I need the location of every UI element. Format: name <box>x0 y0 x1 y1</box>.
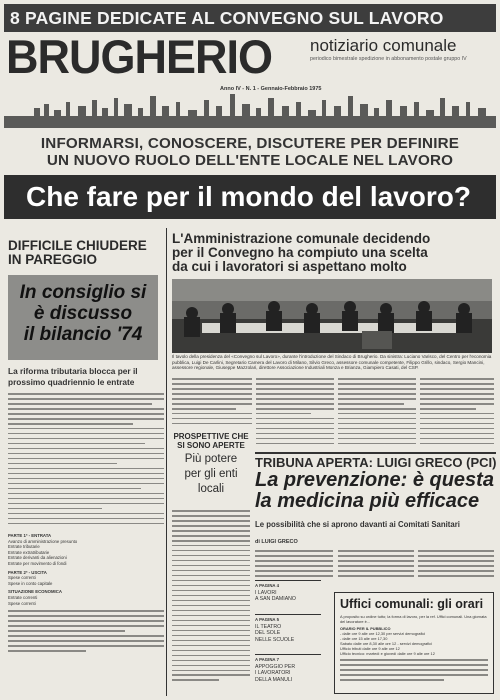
prevenzione-headline: La prevenzione: è questa la medicina più efficace <box>255 469 494 512</box>
office-hours-intro: A proposito su ordine tutto; la forma di lavoro, per la ref. Uffici comunali. Una giornata del lavoratore è... <box>340 614 487 624</box>
tribuna-subheading: Le possibilità che si aprono davanti ai Comitati Sanitari <box>255 520 460 529</box>
office-hours-title: Uffici comunali: gli orari <box>340 597 484 611</box>
article-column-4 <box>420 378 494 448</box>
tribuna-author: di LUIGI GRECO <box>255 539 298 545</box>
budget-debate-box: In consiglio si è discusso il bilancio '74 <box>8 275 158 360</box>
budget-table: PARTE 1ª - ENTRATA Avanzo di amministrazione presunto Entrate tributarie Entrate extratributarie Entrate derivanti da alienazioni Entrate per movimento di fondi PARTE 2ª - USCITA Spese correnti Spese in conto capitale SITUAZIONE ECONOMICA Entrate correnti Spese correnti <box>8 530 164 655</box>
office-hours-box: Uffici comunali: gli orari A proposito su ordine tutto; la forma di lavoro, per la ref. Uffici comunali. Una giornata del lavoratore è... ORARIO PER IL PUBBLICO - dalle ore 9 alle ore 12,30 per servizi demografici - dalle ore 15 alle ore 17,30 Sabato dalle ore 8,30 alle ore 12 - servizi demografici Ufficio tributi dalle ore 9 alle ore 12 Ufficio tecnico: martedì e giovedì dalle ore 9 alle ore 12 <box>334 592 494 694</box>
article-column-1 <box>172 378 252 428</box>
issue-number: Anno IV - N. 1 - Gennaio-Febbraio 1975 <box>220 86 322 92</box>
page-ref-5[interactable]: A PAGINA 5 IL TEATRO DEL SOLE NELLE SCUOLE <box>255 614 321 643</box>
photo-caption: Il tavolo della presidenza del «Convegno sul Lavoro», durante l'introduzione del Sindaco di Brugherio. Da sinistra: Luciano Varisco, del Centro per l'economia pubblica, Luigi De Carlini, Segretario Camera del Lavoro di Milano, Silvio Greco, assessore comunale competente, Filippo Grillo, sindaco, Sergio Mancini, assessore regionale, Giuseppe Mazzolari, direttore Associazione Industriali Monza e Brianza, Giampiero Casati, del CSP. <box>172 354 492 371</box>
office-hours-heading: ORARIO PER IL PUBBLICO <box>340 626 391 631</box>
left-article-body <box>8 393 164 528</box>
left-article-headline: DIFFICILE CHIUDERE IN PAREGGIO <box>8 238 147 267</box>
side-column <box>172 510 250 684</box>
tribuna-column-2 <box>338 550 414 580</box>
page-ref-7[interactable]: A PAGINA 7 APPOGGIO PER I LAVORATORI DELLA MANULI <box>255 654 321 683</box>
column-divider <box>166 228 167 696</box>
top-banner: 8 PAGINE DEDICATE AL CONVEGNO SUL LAVORO <box>4 4 496 32</box>
kicker-headline <box>4 135 496 169</box>
conference-photo <box>172 279 492 353</box>
section-rule <box>255 452 496 454</box>
photo-article-headline: L'Amministrazione comunale decidendo per il Convegno ha compiuto una scelta da cui i lavoratori si aspettano molto <box>172 231 431 274</box>
article-column-2 <box>256 378 334 448</box>
masthead-title: notiziario comunale <box>310 36 457 55</box>
prospettive-title: Più potere per gli enti locali <box>184 453 238 495</box>
main-headline: Che fare per il mondo del lavoro? <box>4 175 496 219</box>
masthead <box>4 30 496 126</box>
left-article-subheading: La riforma tributaria blocca per il prossimo quadriennio le entrate <box>8 366 138 387</box>
masthead-subtitle: periodico bimestrale spedizione in abbonamento postale gruppo IV <box>310 56 467 62</box>
city-skyline-illustration <box>4 94 496 128</box>
page-ref-4[interactable]: A PAGINA 4 I LAVORI A SAN DAMIANO <box>255 580 321 603</box>
kicker-line-2: UN NUOVO RUOLO DELL'ENTE LOCALE NEL LAVORO <box>46 152 454 169</box>
conference-photo-image <box>172 279 492 353</box>
kicker-line-1: INFORMARSI, CONOSCERE, DISCUTERE PER DEFINIRE <box>40 135 460 152</box>
tribuna-column-1 <box>255 550 333 580</box>
masthead-logo: BRUGHERIO <box>6 30 273 84</box>
tribuna-headline: TRIBUNA APERTA: LUIGI GRECO (PCI) <box>255 455 497 470</box>
article-column-3 <box>338 378 416 448</box>
tribuna-column-3 <box>418 550 494 580</box>
prospettive-headline: PROSPETTIVE CHE SI SONO APERTE <box>173 432 249 450</box>
